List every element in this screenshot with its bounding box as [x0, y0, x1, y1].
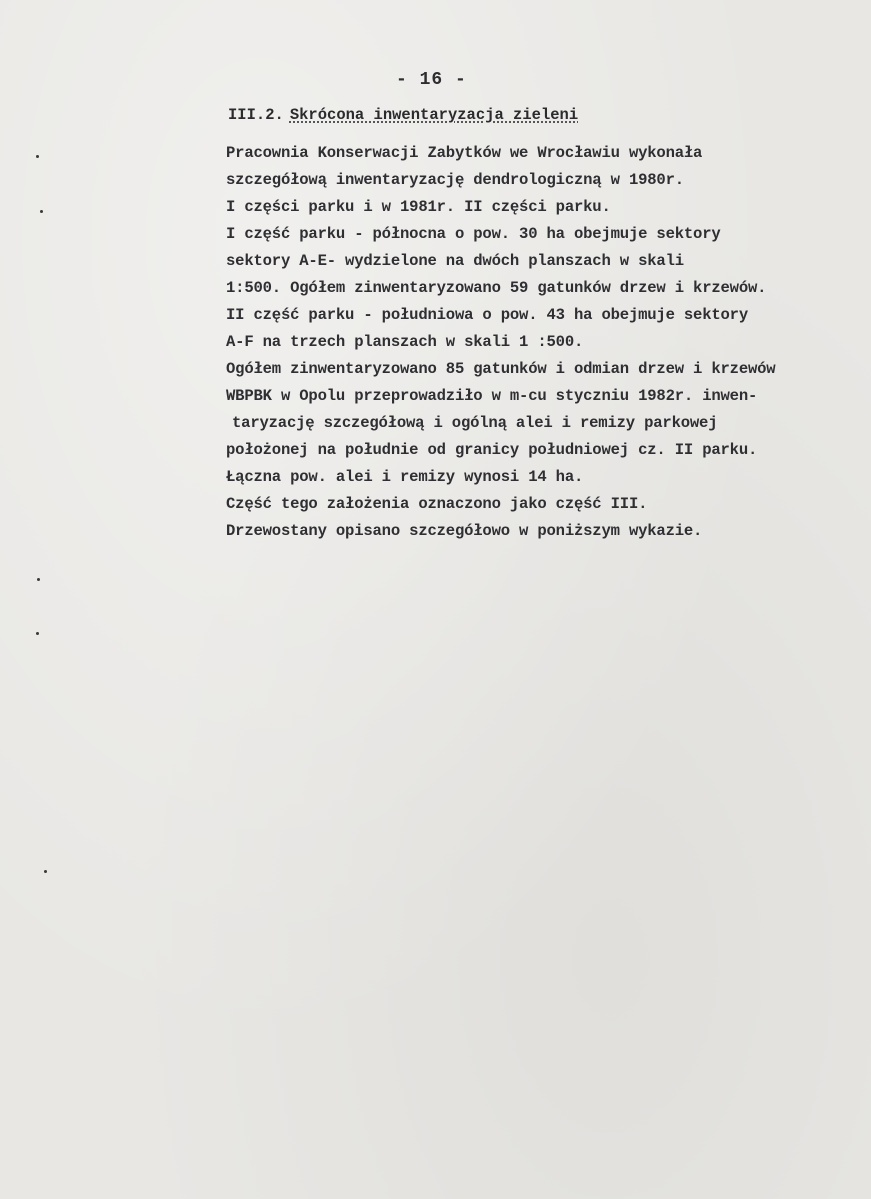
page-number: - 16 -	[396, 70, 467, 90]
text-line: Drzewostany opisano szczegółowo w poniższym wykazie.	[226, 522, 703, 540]
scan-speck	[37, 578, 40, 581]
text-line: Łączna pow. alei i remizy wynosi 14 ha.	[226, 468, 584, 486]
text-line: Ogółem zinwentaryzowano 85 gatunków i odmian drzew i krzewów	[226, 360, 776, 378]
text-line: szczegółową inwentaryzację dendrologiczną w 1980r.	[226, 171, 684, 189]
scan-speck	[40, 210, 43, 213]
text-line: A-F na trzech planszach w skali 1 :500.	[226, 333, 584, 351]
section-title: Skrócona inwentaryzacja zieleni	[289, 106, 579, 124]
text-line: 1:500. Ogółem zinwentaryzowano 59 gatunków drzew i krzewów.	[226, 279, 767, 297]
section-heading	[228, 106, 578, 124]
scan-speck	[36, 632, 39, 635]
text-line: taryzację szczegółową i ogólną alei i remizy parkowej	[232, 414, 718, 432]
text-line: II część parku - południowa o pow. 43 ha obejmuje sektory	[226, 306, 748, 324]
section-number: III.2.	[228, 106, 284, 124]
text-line: Pracownia Konserwacji Zabytków we Wrocławiu wykonała	[226, 144, 703, 162]
body-text	[226, 140, 871, 545]
text-line: WBPBK w Opolu przeprowadziło w m-cu styczniu 1982r. inwen-	[226, 387, 758, 405]
text-line: Część tego założenia oznaczono jako część III.	[226, 495, 648, 513]
text-line: sektory A-E- wydzielone na dwóch planszach w skali	[226, 252, 684, 270]
scan-speck	[36, 155, 39, 158]
text-line: I część parku - północna o pow. 30 ha obejmuje sektory	[226, 225, 721, 243]
text-line: położonej na południe od granicy południowej cz. II parku.	[226, 441, 758, 459]
text-line: I części parku i w 1981r. II części parku.	[226, 198, 611, 216]
scan-speck	[44, 870, 47, 873]
